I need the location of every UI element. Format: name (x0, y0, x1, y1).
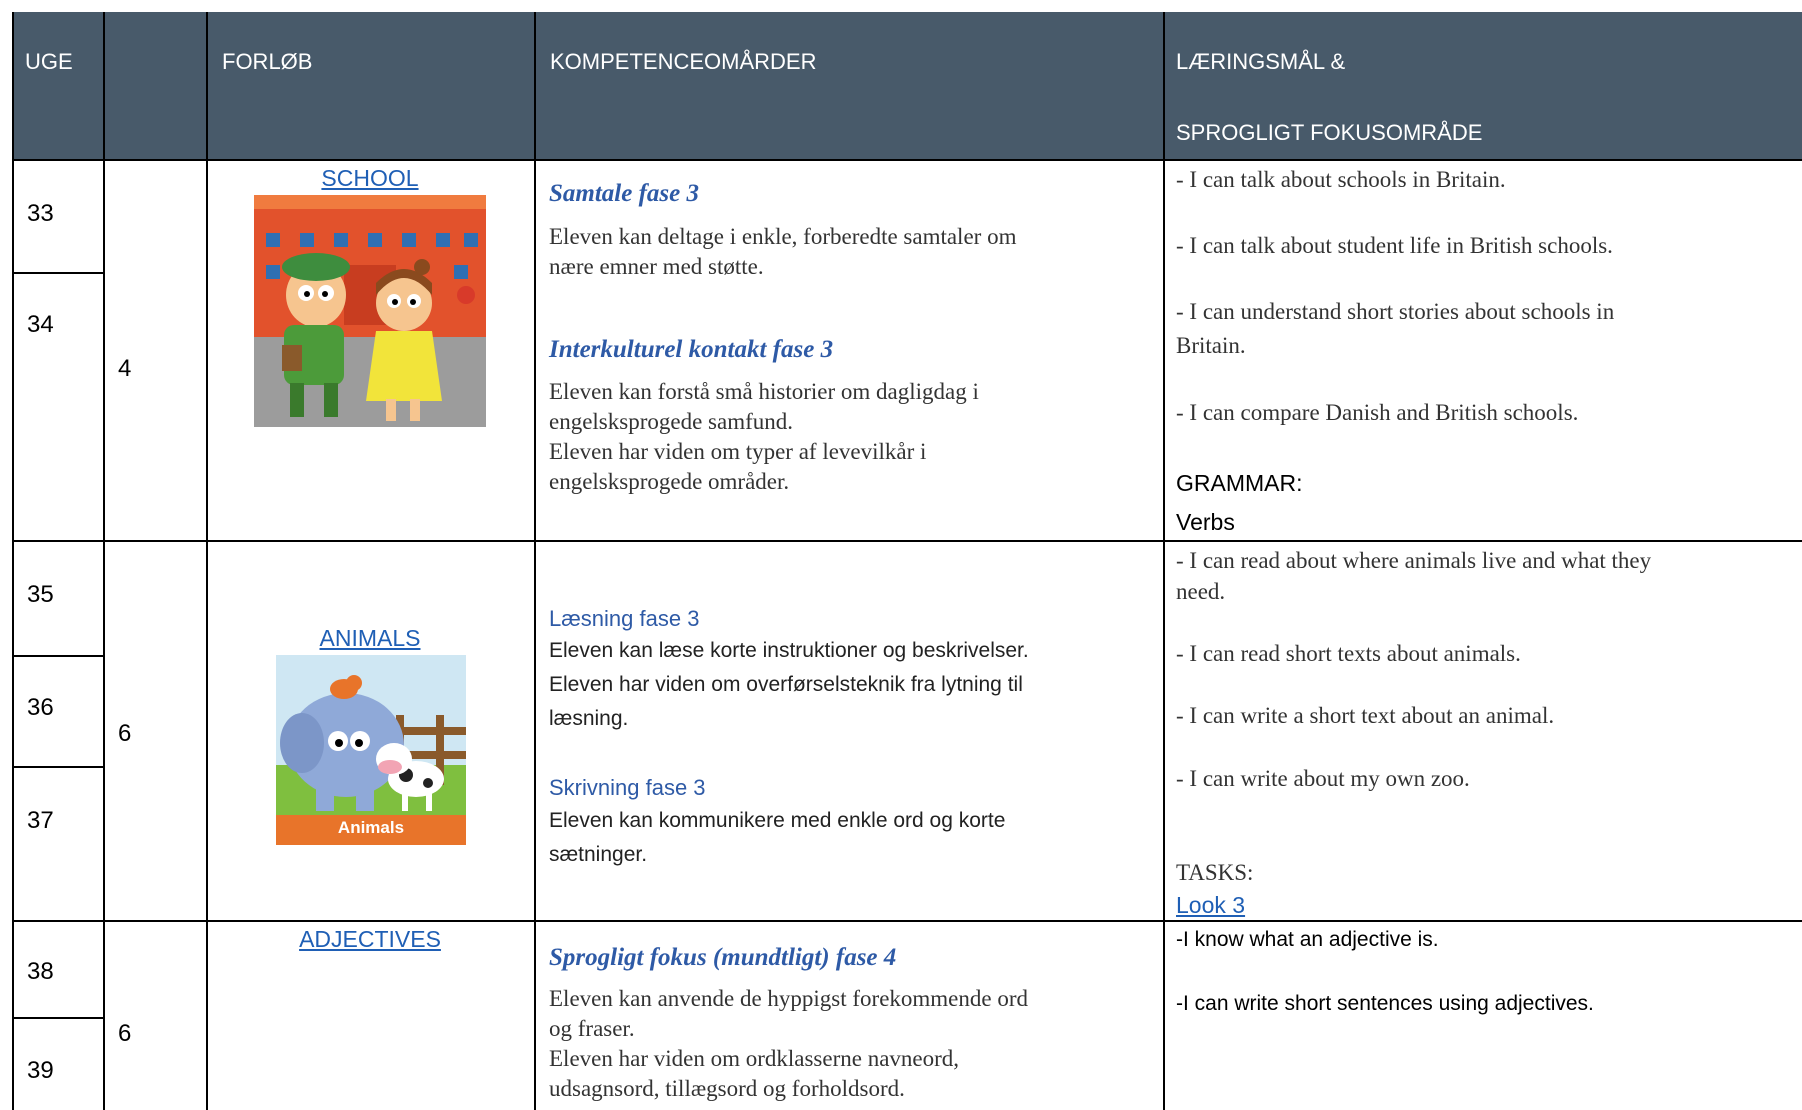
goal-item: - I can understand short stories about schools in (1176, 299, 1615, 324)
header-goals-line2: SPROGLIGT FOKUSOMRÅDE (1176, 120, 1483, 145)
header-week: UGE (25, 49, 73, 74)
goal-item: - I can read about where animals live and what they (1176, 548, 1652, 573)
goal-item: -I can write short sentences using adjectives. (1176, 992, 1594, 1015)
week-number: 39 (27, 1057, 54, 1084)
grammar-value: Verbs (1176, 509, 1235, 535)
tasks-label: TASKS: (1176, 860, 1254, 885)
week-number: 37 (27, 807, 54, 834)
grid-line (12, 12, 14, 1110)
goal-item: need. (1176, 579, 1226, 604)
goal-item: - I can write a short text about an animal. (1176, 703, 1555, 728)
week-number: 35 (27, 581, 54, 608)
goal-item: - I can talk about schools in Britain. (1176, 167, 1506, 192)
goal-item: Britain. (1176, 333, 1246, 358)
row-divider (12, 920, 1802, 922)
topic-link-animals[interactable]: ANIMALS (319, 625, 421, 651)
grammar-label: GRAMMAR: (1176, 470, 1303, 496)
row-divider (12, 159, 1802, 161)
week-number: 33 (27, 200, 54, 227)
week-number: 38 (27, 958, 54, 985)
topic-link-school[interactable]: SCHOOL (321, 165, 419, 191)
row-divider (12, 540, 1802, 542)
tasks-link[interactable]: Look 3 (1176, 892, 1246, 918)
goal-item: - I can read short texts about animals. (1176, 641, 1521, 666)
competence-title: Samtale fase 3 (549, 180, 699, 207)
goal-item: -I know what an adjective is. (1176, 928, 1439, 951)
header-goals-line1: LÆRINGSMÅL & (1176, 49, 1346, 74)
course-duration: 6 (118, 1020, 132, 1047)
table-header (12, 12, 1802, 159)
goal-item: - I can write about my own zoo. (1176, 766, 1470, 791)
goal-item: - I can talk about student life in British schools. (1176, 233, 1613, 258)
topic-link-adjectives[interactable]: ADJECTIVES (299, 926, 441, 952)
competence-title: Sprogligt fokus (mundtligt) fase 4 (549, 944, 897, 971)
header-competence: KOMPETENCEOMÅRDER (550, 49, 817, 74)
animals-illustration (276, 655, 466, 845)
course-duration: 4 (118, 355, 132, 382)
competence-text: Eleven kan deltage i enkle, forberedte samtaler om nære emner med støtte. (549, 224, 1017, 279)
competence-text: Eleven kan læse korte instruktioner og beskrivelser. Eleven har viden om overførselsteknik fra lytning til læsning. (549, 639, 1029, 730)
animals-caption: Animals (337, 818, 405, 837)
competence-text: Eleven kan anvende de hyppigst forekommende ord og fraser. Eleven har viden om ordklasserne navneord, udsagnsord, tillægsord og forholdsord. (549, 986, 1029, 1101)
competence-title: Skrivning fase 3 (549, 775, 706, 800)
competence-title: Læsning fase 3 (549, 606, 700, 631)
competence-title: Interkulturel kontakt fase 3 (549, 336, 834, 363)
grid-line (534, 12, 536, 1110)
goal-item: - I can compare Danish and British schools. (1176, 400, 1579, 425)
grid-line (1163, 12, 1165, 1110)
week-number: 34 (27, 311, 54, 338)
week-divider (12, 655, 103, 657)
header-course: FORLØB (222, 49, 313, 74)
week-divider (12, 272, 103, 274)
week-divider (12, 766, 103, 768)
course-duration: 6 (118, 720, 132, 747)
week-number: 36 (27, 694, 54, 721)
week-divider (12, 1017, 103, 1019)
grid-line (103, 12, 105, 1110)
competence-text: Eleven kan forstå små historier om dagligdag i engelsksprogede samfund. Eleven har viden om typer af levevilkår i engelsksprogede områder. (549, 379, 979, 494)
school-illustration (254, 195, 486, 427)
competence-text: Eleven kan kommunikere med enkle ord og korte sætninger. (549, 809, 1006, 866)
